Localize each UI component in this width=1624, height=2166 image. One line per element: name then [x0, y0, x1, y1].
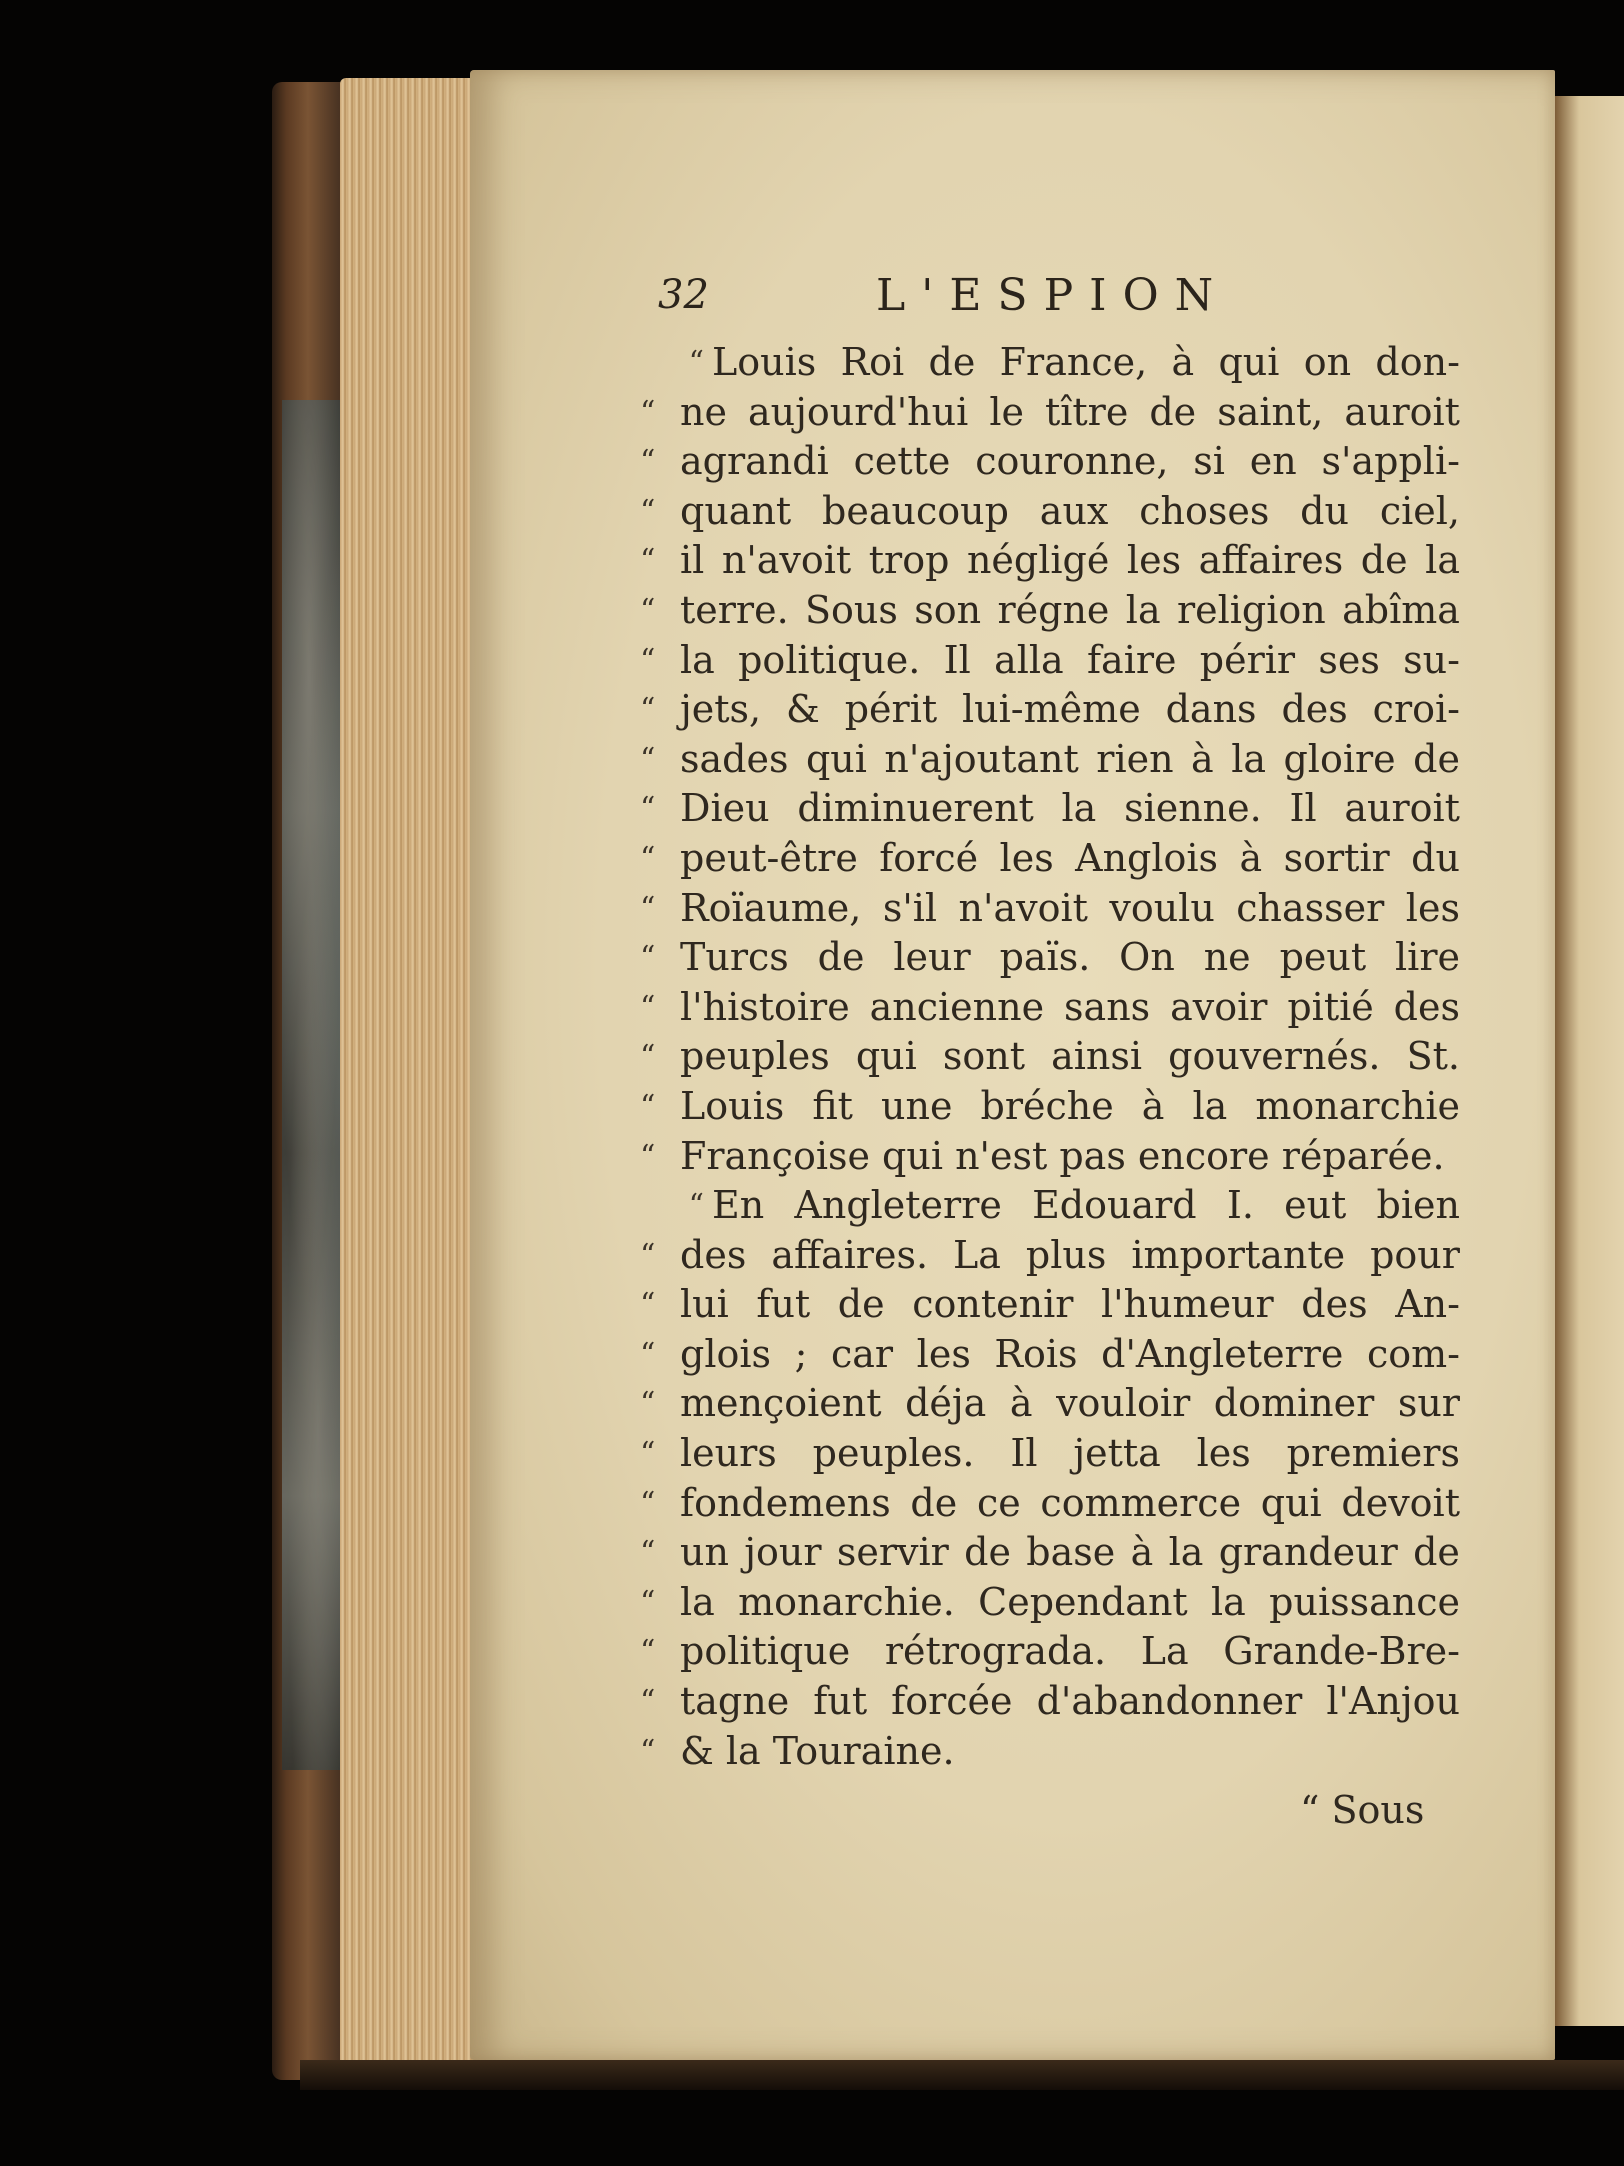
line-text: tagne fut forcée d'abandonner l'Anjou [680, 1679, 1460, 1724]
quote-mark: “ [640, 1237, 656, 1273]
text-line [640, 586, 1460, 636]
line-text: l'histoire ancienne sans avoir pitié des [680, 984, 1460, 1029]
quote-mark: “ [640, 543, 656, 579]
text-line [640, 685, 1460, 735]
running-title: L'ESPION [876, 270, 1230, 321]
quote-mark: “ [640, 642, 656, 678]
quote-mark: “ [640, 1584, 656, 1620]
text-line [640, 536, 1460, 586]
text-line [640, 1627, 1460, 1677]
quote-mark: “ [640, 1733, 656, 1769]
quote-mark: “ [640, 444, 656, 480]
body-text [640, 338, 1460, 1776]
line-text: glois ; car les Rois d'Angleterre com- [680, 1331, 1460, 1376]
text-line [640, 1479, 1460, 1529]
quote-mark: “ [640, 1535, 656, 1571]
quote-mark: “ [640, 1386, 656, 1422]
text-line [640, 1379, 1460, 1429]
line-text: des affaires. La plus importante pour [680, 1232, 1460, 1277]
line-text: leurs peuples. Il jetta les premiers [680, 1431, 1460, 1476]
line-text: mençoient déja à vouloir dominer sur [680, 1381, 1460, 1426]
text-line [640, 1032, 1460, 1082]
text-line [640, 983, 1460, 1033]
text-line [640, 1082, 1460, 1132]
text-line [640, 636, 1460, 686]
text-line [640, 784, 1460, 834]
line-text: Roïaume, s'il n'avoit voulu chasser les [680, 885, 1460, 930]
line-text: agrandi cette couronne, si en s'appli- [680, 439, 1460, 484]
text-line [640, 1578, 1460, 1628]
text-line [640, 487, 1460, 537]
line-text: Dieu diminuerent la sienne. Il auroit [680, 786, 1460, 831]
line-text: peut-être forcé les Anglois à sortir du [680, 835, 1460, 880]
line-text: politique rétrograda. La Grande-Bre- [680, 1629, 1460, 1674]
line-text: Louis fit une bréche à la monarchie [680, 1083, 1460, 1128]
line-text: terre. Sous son régne la religion abîma [680, 587, 1460, 632]
line-text: quant beaucoup aux choses du ciel, [680, 488, 1460, 533]
quote-mark: “ [640, 1634, 656, 1670]
quote-mark: “ [640, 394, 656, 430]
quote-mark: “ [640, 1336, 656, 1372]
quote-mark: “ [640, 692, 656, 728]
text-line [640, 1330, 1460, 1380]
line-text: sades qui n'ajoutant rien à la gloire de [680, 736, 1460, 781]
line-text: fondemens de ce commerce qui devoit [680, 1480, 1460, 1525]
line-text: la politique. Il alla faire périr ses su- [680, 637, 1460, 682]
quote-mark: “ [640, 1485, 656, 1521]
facing-page-edge [1555, 96, 1624, 2026]
quote-mark: “ [640, 1138, 656, 1174]
text-line [640, 933, 1460, 983]
line-text: & la Touraine. [680, 1728, 955, 1773]
quote-mark: “ [640, 1684, 656, 1720]
catchword: “ Sous [1300, 1788, 1425, 1832]
quote-mark: “ [640, 741, 656, 777]
page-header [658, 270, 1378, 340]
line-text: il n'avoit trop négligé les affaires de la [680, 538, 1460, 583]
text-line [640, 1429, 1460, 1479]
page-number: 32 [658, 272, 709, 318]
text-line [640, 1727, 1460, 1777]
quote-mark: “ [640, 989, 656, 1025]
text-line [640, 1181, 1460, 1231]
page-stack-edges [340, 78, 490, 2068]
quote-mark: “ [640, 1287, 656, 1323]
line-text: jets, & périt lui-même dans des croi- [680, 687, 1460, 732]
text-line [640, 735, 1460, 785]
quote-mark: “ [640, 1088, 656, 1124]
text-line [640, 338, 1460, 388]
text-line [640, 437, 1460, 487]
line-text: Louis Roi de France, à qui on don- [712, 340, 1460, 384]
line-text: un jour servir de base à la grandeur de [680, 1530, 1460, 1575]
quote-mark: “ [640, 840, 656, 876]
text-line [640, 1677, 1460, 1727]
quote-mark: “ [640, 493, 656, 529]
quote-mark: “ [688, 1188, 704, 1224]
quote-mark: “ [640, 940, 656, 976]
text-line [640, 884, 1460, 934]
quote-mark: “ [688, 345, 704, 380]
text-line [640, 1231, 1460, 1281]
book-bottom-edge [300, 2060, 1624, 2090]
line-text: En Angleterre Edouard I. eut bien [712, 1183, 1460, 1228]
text-line [640, 1280, 1460, 1330]
line-text: peuples qui sont ainsi gouvernés. St. [680, 1034, 1460, 1079]
text-line [640, 1528, 1460, 1578]
line-text: Françoise qui n'est pas encore réparée. [680, 1133, 1445, 1178]
quote-mark: “ [640, 1436, 656, 1472]
text-line [640, 1132, 1460, 1182]
text-line [640, 388, 1460, 438]
quote-mark: “ [640, 791, 656, 827]
quote-mark: “ [640, 1039, 656, 1075]
text-line [640, 834, 1460, 884]
line-text: Turcs de leur païs. On ne peut lire [680, 935, 1460, 980]
line-text: ne aujourd'hui le tître de saint, auroit [680, 389, 1460, 434]
line-text: la monarchie. Cependant la puissance [680, 1579, 1460, 1624]
quote-mark: “ [640, 890, 656, 926]
line-text: lui fut de contenir l'humeur des An- [680, 1282, 1460, 1327]
quote-mark: “ [640, 592, 656, 628]
